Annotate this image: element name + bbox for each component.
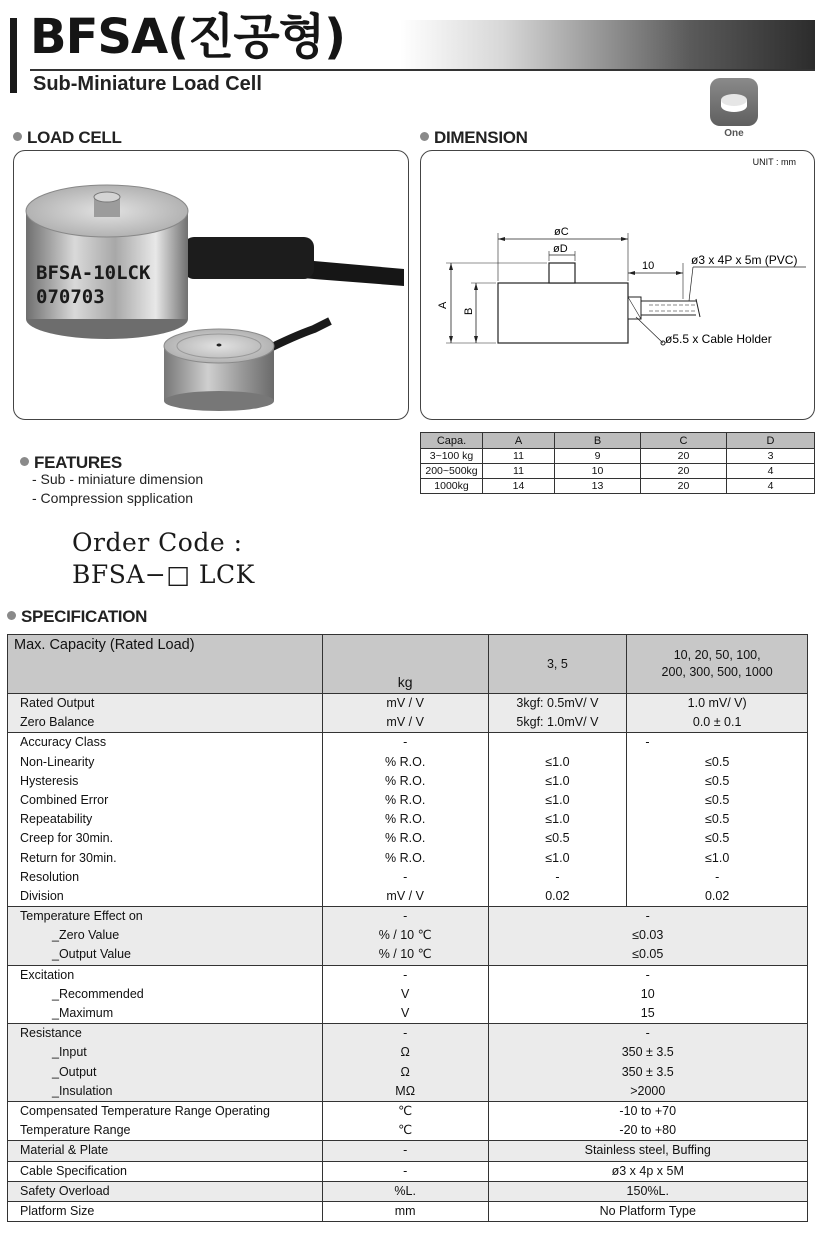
- spec-unit: ℃ ℃: [322, 1101, 488, 1140]
- dim-b-label: B: [463, 307, 475, 315]
- specification-heading: SPECIFICATION: [7, 607, 147, 627]
- spec-group-temp-range: [8, 1101, 808, 1140]
- table-cell: 11: [483, 449, 555, 464]
- spec-header-cap-a: 3, 5: [488, 635, 627, 694]
- cable-callout: ø3 x 4P x 5m (PVC): [691, 253, 798, 267]
- spec-value: - ≤0.03 ≤0.05: [488, 907, 808, 966]
- table-cell: 20: [641, 479, 727, 494]
- dim-col-b: B: [555, 433, 641, 449]
- table-cell: 200~500kg: [421, 464, 483, 479]
- spec-value: - 350 ± 3.5 350 ± 3.5 >2000: [488, 1024, 808, 1102]
- engraving-serial: 070703: [36, 286, 105, 308]
- load-cell-photo: [13, 150, 409, 420]
- table-cell: 10: [555, 464, 641, 479]
- holder-callout: ø5.5 x Cable Holder: [665, 332, 772, 346]
- bullet-icon: [420, 132, 429, 141]
- spec-value: -10 to +70 -20 to +80: [488, 1101, 808, 1140]
- table-cell: 9: [555, 449, 641, 464]
- spec-label: Temperature Effect on _Zero Value _Output Value: [8, 907, 323, 966]
- table-cell: 3: [727, 449, 815, 464]
- feature-item: - Compression spplication: [32, 490, 194, 506]
- spec-header-unit: kg: [322, 635, 488, 694]
- spec-unit: mV / V mV / V: [322, 694, 488, 733]
- bullet-icon: [13, 132, 22, 141]
- dim-col-a: A: [483, 433, 555, 449]
- spec-label: Cable Specification: [8, 1161, 323, 1181]
- spec-value: - 10 15: [488, 965, 808, 1024]
- order-code-label: Order Code :: [72, 528, 243, 557]
- dim-col-d: D: [727, 433, 815, 449]
- spec-label: Material & Plate: [8, 1141, 323, 1161]
- spec-value: 150%L.: [488, 1181, 808, 1201]
- spec-value: Stainless steel, Buffing: [488, 1141, 808, 1161]
- dim-10-label: 10: [642, 260, 655, 272]
- spec-row-overload: [8, 1181, 808, 1201]
- unit-label: UNIT : mm: [752, 157, 796, 167]
- spec-header-row: [8, 635, 808, 694]
- table-cell: 20: [641, 464, 727, 479]
- dim-col-c: C: [641, 433, 727, 449]
- spec-value-a: ≤1.0 ≤1.0 ≤1.0 ≤1.0 ≤0.5 ≤1.0 - 0.02: [488, 733, 627, 907]
- spec-label: Accuracy Class Non-Linearity Hysteresis Combined Error Repeatability Creep for 30min. Return for 30min. Resolution Division: [8, 733, 323, 907]
- dim-c-label: øC: [554, 226, 569, 238]
- dim-d-label: øD: [553, 243, 568, 255]
- spec-label: Rated Output Zero Balance: [8, 694, 323, 733]
- spec-group-output: [8, 694, 808, 733]
- spec-value-b: 1.0 mV/ V) 0.0 ± 0.1: [627, 694, 808, 733]
- dimension-table-header: [421, 433, 815, 449]
- table-row: [421, 449, 815, 464]
- spec-row-material: [8, 1141, 808, 1161]
- dim-a-label: A: [437, 301, 449, 309]
- table-row: [421, 464, 815, 479]
- spec-label: Excitation _Recommended _Maximum: [8, 965, 323, 1024]
- bullet-icon: [20, 457, 29, 466]
- page-title: BFSA(진공형): [30, 9, 346, 65]
- table-cell: 4: [727, 479, 815, 494]
- table-row: [421, 479, 815, 494]
- spec-label: Resistance _Input _Output _Insulation: [8, 1024, 323, 1102]
- table-cell: 3~100 kg: [421, 449, 483, 464]
- one-type-icon: [710, 78, 758, 126]
- spec-header-cap-b: 10, 20, 50, 100, 200, 300, 500, 1000: [627, 635, 808, 694]
- feature-item: - Sub - miniature dimension: [32, 471, 204, 487]
- spec-unit: mm: [322, 1201, 488, 1221]
- table-cell: 14: [483, 479, 555, 494]
- header-accent-bar: [10, 18, 17, 93]
- spec-unit: - Ω Ω MΩ: [322, 1024, 488, 1102]
- spec-unit: %L.: [322, 1181, 488, 1201]
- spec-group-resistance: [8, 1024, 808, 1102]
- table-cell: 11: [483, 464, 555, 479]
- spec-unit: -: [322, 1161, 488, 1181]
- header-divider: [30, 69, 815, 71]
- bullet-icon: [7, 611, 16, 620]
- page-subtitle: Sub-Miniature Load Cell: [33, 73, 262, 95]
- dim-col-capa: Capa.: [421, 433, 483, 449]
- table-cell: 13: [555, 479, 641, 494]
- table-cell: 4: [727, 464, 815, 479]
- spec-row-platform: [8, 1201, 808, 1221]
- spec-value: ø3 x 4p x 5M: [488, 1161, 808, 1181]
- one-type-label: One: [724, 128, 744, 139]
- spec-row-cable: [8, 1161, 808, 1181]
- spec-label: Safety Overload: [8, 1181, 323, 1201]
- header-gradient-bar: [400, 20, 815, 70]
- specification-table: [7, 634, 808, 1222]
- dimension-table: [420, 432, 815, 494]
- table-cell: 20: [641, 449, 727, 464]
- spec-unit: - % R.O. % R.O. % R.O. % R.O. % R.O. % R.O. - mV / V: [322, 733, 488, 907]
- spec-unit: - % / 10 ℃ % / 10 ℃: [322, 907, 488, 966]
- spec-value-b: - ≤0.5 ≤0.5 ≤0.5 ≤0.5 ≤0.5 ≤1.0 - 0.02: [627, 733, 808, 907]
- load-cell-heading: LOAD CELL: [13, 128, 122, 148]
- spec-unit: -: [322, 1141, 488, 1161]
- features-heading: FEATURES: [20, 453, 122, 473]
- spec-header-label: Max. Capacity (Rated Load): [8, 635, 323, 694]
- dimension-heading: DIMENSION: [420, 128, 528, 148]
- spec-value: No Platform Type: [488, 1201, 808, 1221]
- spec-label: Compensated Temperature Range Operating Temperature Range: [8, 1101, 323, 1140]
- spec-group-excitation: [8, 965, 808, 1024]
- spec-unit: - V V: [322, 965, 488, 1024]
- spec-label: Platform Size: [8, 1201, 323, 1221]
- dimension-drawing: [420, 150, 815, 420]
- engraving-model: BFSA-10LCK: [36, 262, 151, 284]
- spec-group-temp-effect: [8, 907, 808, 966]
- spec-value-a: 3kgf: 0.5mV/ V 5kgf: 1.0mV/ V: [488, 694, 627, 733]
- order-code-value: BFSA−□ LCK: [72, 560, 255, 589]
- table-cell: 1000kg: [421, 479, 483, 494]
- spec-group-accuracy: [8, 733, 808, 907]
